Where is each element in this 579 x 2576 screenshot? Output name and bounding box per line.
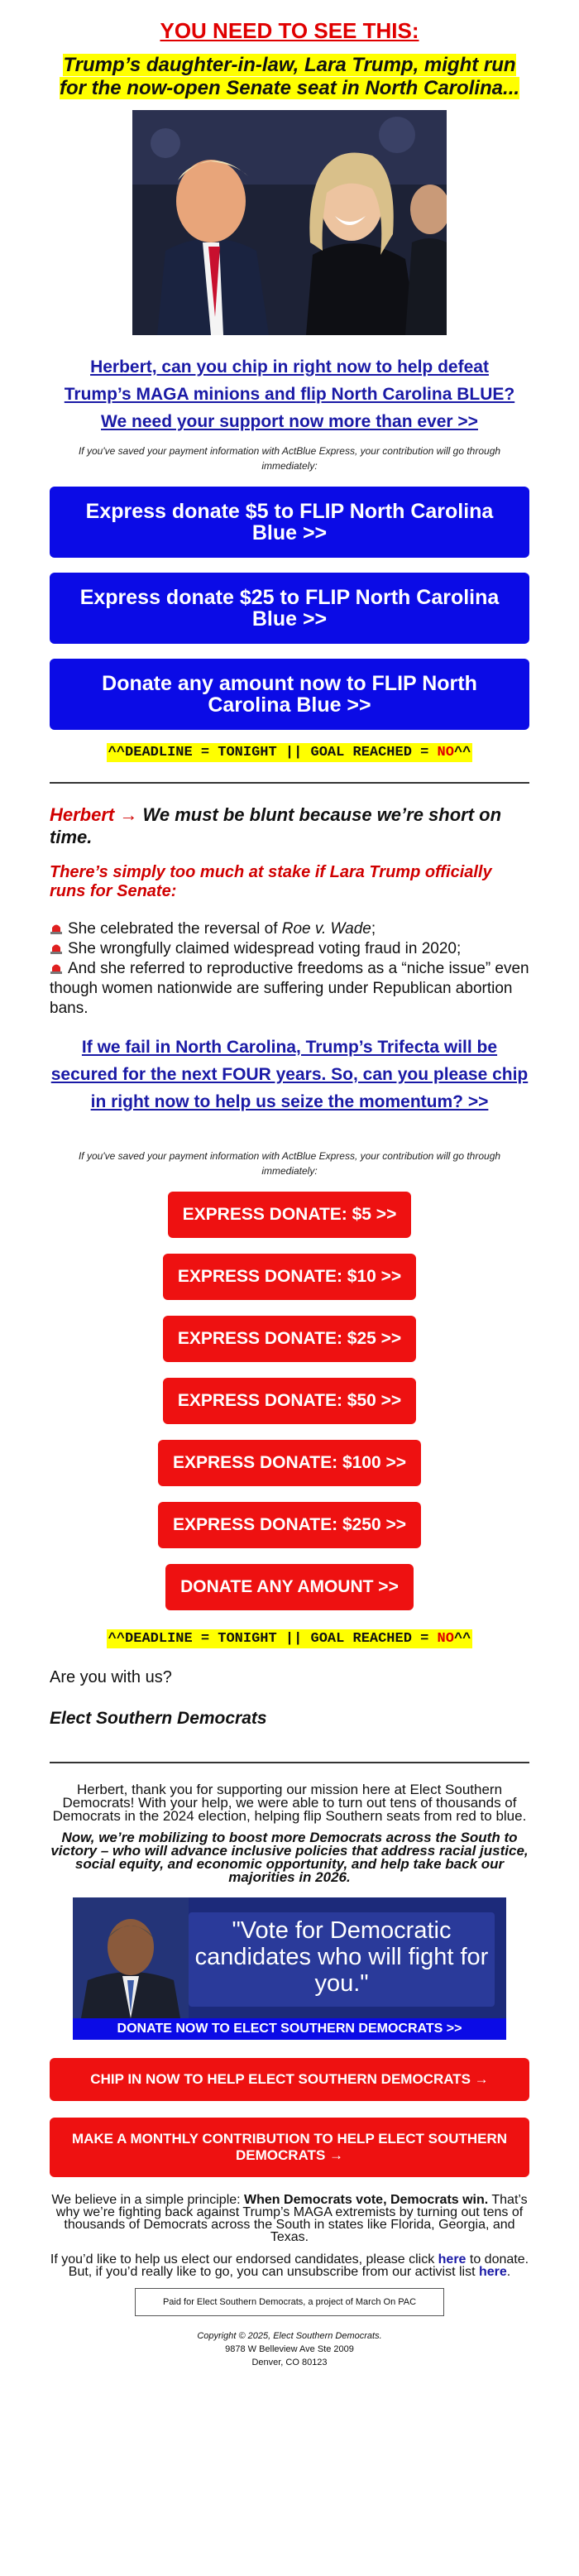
donate-any-amount-button[interactable]: DONATE ANY AMOUNT >> (165, 1564, 414, 1610)
momentum-ask-link[interactable]: If we fail in North Carolina, Trump’s Trifecta will be secured for the next FOUR years. So, can you please chip in right now to help us seize the momentum? >> (50, 1038, 529, 1111)
divider-2 (50, 1762, 529, 1763)
actblue-note-2: If you've saved your payment information with ActBlue Express, your contribution will go through immediately: (78, 1150, 501, 1177)
express-donate-100-button[interactable]: EXPRESS DONATE: $100 >> (158, 1440, 421, 1486)
express-donate-50-button[interactable]: EXPRESS DONATE: $50 >> (163, 1378, 416, 1424)
subhead (50, 54, 529, 100)
donate-5-flip-button[interactable]: Express donate $5 to FLIP North Carolina Blue >> (50, 487, 529, 558)
signature: Elect Southern Democrats (50, 1709, 267, 1728)
actblue-note: If you've saved your payment information with ActBlue Express, your contribution will go through immediately: (78, 445, 501, 472)
address-line-1: 9878 W Belleview Ave Ste 2009 (225, 2344, 354, 2354)
siren-icon (50, 942, 63, 954)
blunt-text: We must be blunt because we’re short on time. (50, 804, 502, 847)
deadline-banner-2: ^^DEADLINE = TONIGHT || GOAL REACHED = NO^^ (108, 1631, 471, 1647)
principle-paragraph: We believe in a simple principle: When Democrats vote, Democrats win. That’s why we’re fighting back against Trump’s MAGA extremists by turning out tens of thousands of Democrats across the South in states like Florida, Georgia, and Texas. (51, 2193, 528, 2244)
mobilizing-paragraph: Now, we’re mobilizing to boost more Democrats across the South to victory – who will advance inclusive policies that address racial justice, social equity, and economic opportunity, and help take back our majorities in 2026. (50, 1830, 529, 1885)
express-donate-10-button[interactable]: EXPRESS DONATE: $10 >> (163, 1254, 416, 1300)
list-item: And she referred to reproductive freedoms as a “niche issue” even though women nationwide are suffering under Republican abortion bans. (50, 960, 529, 1017)
deadline-banner (50, 745, 529, 760)
copyright-block (50, 2329, 529, 2369)
donate-here-link[interactable]: here (438, 2252, 467, 2267)
donate-banner[interactable] (73, 1897, 506, 2040)
bullet-list (50, 919, 529, 1019)
chip-in-button[interactable]: CHIP IN NOW TO HELP ELECT SOUTHERN DEMOCRATS → (50, 2058, 529, 2101)
arrow-glyph: → (114, 804, 143, 825)
copyright: Copyright © 2025, Elect Southern Democrats. (197, 2331, 382, 2341)
stakes-text: There’s simply too much at stake if Lara Trump officially runs for Senate: (50, 863, 492, 900)
siren-icon (50, 922, 63, 934)
recipient-name: Herbert (50, 804, 115, 825)
address-line-2: Denver, CO 80123 (251, 2358, 328, 2367)
donate-25-flip-button[interactable]: Express donate $25 to FLIP North Carolina Blue >> (50, 573, 529, 644)
express-donate-5-button[interactable]: EXPRESS DONATE: $5 >> (168, 1192, 412, 1238)
question-text: Are you with us? (50, 1668, 172, 1686)
thanks-paragraph: Herbert, thank you for supporting our mission here at Elect Southern Democrats! With your help, we were able to turn out tens of thousands of Democrats in the 2024 election, helping flip Southern seats from red to blue. (52, 1782, 527, 1824)
subhead-text: Trump’s daughter-in-law, Lara Trump, might run for the now-open Senate seat in North Carolina... (59, 54, 520, 99)
help-paragraph: If you’d like to help us elect our endorsed candidates, please click here to donate. But, if you’d really like to go, you can unsubscribe from our activist list here. (50, 2252, 529, 2279)
express-donate-25-button[interactable]: EXPRESS DONATE: $25 >> (163, 1316, 416, 1362)
express-donate-250-button[interactable]: EXPRESS DONATE: $250 >> (158, 1502, 421, 1548)
intro-ask-link[interactable]: Herbert, can you chip in right now to help defeat Trump’s MAGA minions and flip North Carolina BLUE? We need your support now more than ever >> (64, 357, 515, 431)
banner-cta[interactable]: DONATE NOW TO ELECT SOUTHERN DEMOCRATS >> (73, 2018, 506, 2040)
donate-any-flip-button[interactable]: Donate any amount now to FLIP North Carolina Blue >> (50, 659, 529, 730)
list-item: She celebrated the reversal of Roe v. Wade; (50, 919, 529, 939)
greeting (50, 804, 529, 848)
list-item: She wrongfully claimed widespread voting fraud in 2020; (50, 939, 529, 959)
unsubscribe-here-link[interactable]: here (478, 2265, 507, 2279)
hero-photo (132, 110, 447, 335)
deadline-suffix: ^^ (453, 745, 471, 760)
paid-for-disclaimer: Paid for Elect Southern Democrats, a project of March On PAC (135, 2288, 444, 2316)
headline: YOU NEED TO SEE THIS: (160, 18, 419, 43)
siren-icon (50, 962, 63, 974)
monthly-contribution-button[interactable]: MAKE A MONTHLY CONTRIBUTION TO HELP ELECT SOUTHERN DEMOCRATS → (50, 2118, 529, 2177)
banner-quote: "Vote for Democratic candidates who will fight for you." (189, 1912, 495, 2007)
email-body (50, 18, 529, 2369)
deadline-no: NO (437, 745, 454, 760)
politician-photo (73, 1897, 189, 2018)
divider (50, 782, 529, 784)
deadline-prefix: ^^DEADLINE = TONIGHT || GOAL REACHED = (108, 745, 438, 760)
express-donate-buttons (50, 1192, 529, 1626)
